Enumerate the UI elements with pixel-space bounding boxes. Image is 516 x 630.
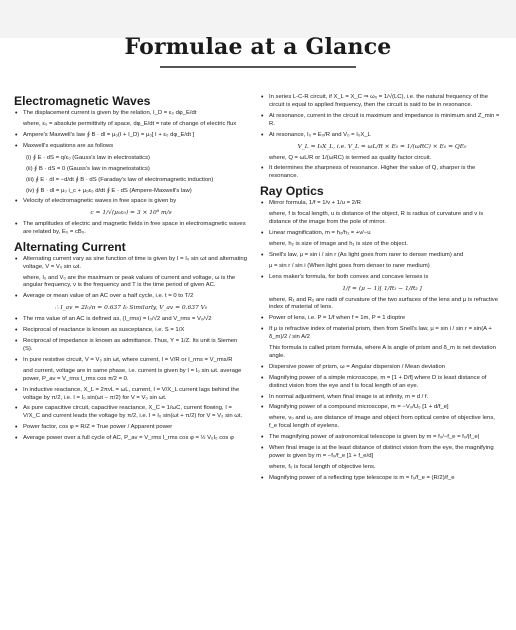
- em-velocity-equation: c = 1/√(μ₀ε₀) = 3 × 10⁸ m/s: [90, 209, 172, 216]
- ac-sine-current: • Alternating current vary as sine function of time is given by I = I₀ sin ωt and alternating voltage, V = V₀ sin ωt.: [14, 256, 248, 272]
- ac-resistive-circuit: • In pure resistive circuit, V = V₀ sin ωt, where current, I = V/R or I_rms = V_rms/R: [14, 357, 248, 365]
- lcr-resonance-current: • At resonance, current in the circuit is maximum and impedance is minimum and Z_min = R.: [260, 113, 504, 129]
- heading-ray-optics: Ray Optics: [260, 184, 324, 199]
- ray-mirror-where: where, f is focal length, u is distance of the object, R is radius of curvature and v is distance of the image from the pole of mirror.: [269, 211, 484, 226]
- ac-average-power: • Average power over a full cycle of AC, P_av = V_rms I_rms cos φ = ½ V₀I₀ cos φ: [14, 435, 248, 443]
- top-margin: [0, 0, 516, 38]
- ray-reflecting-telescope: • Magnifying power of a reflecting type telescope is m = f₀/f_e = (R/2)/f_e: [260, 475, 504, 483]
- em-displacement-where: where, ε₀ = absolute permittivity of space, dφ_E/dt = rate of change of electric flux: [23, 120, 237, 127]
- ac-resistive-phase: and current, voltage are in same phase, i.e. current is given by I = I₀ sin ωt. average power, P_av = V_rms I_rms cos π/2 = 0.: [23, 367, 242, 382]
- em-maxwell-eq-3: (iii) ∮ E · dl = −d/dt ∮ B · dS (Faraday's law of electromagnetic induction): [26, 176, 214, 183]
- ac-inductive-reactance: • In inductive reactance, X_L = 2πνL = ωL, current, I = V/X_L current lags behind the voltage by π/2, i.e. I = I₀ sin(ωt − π/2) for V = V₀ sin ωt.: [14, 387, 248, 403]
- ray-astronomical-telescope: • The magnifying power of astronomical telescope is given by m = f₀/−f_e = f₀/|f_e|: [260, 434, 504, 442]
- em-velocity-intro: • Velocity of electromagnetic waves in free space is given by: [14, 198, 248, 206]
- title-underline: [160, 66, 356, 68]
- ray-compound-microscope: • Magnifying power of a compound microscope, m = −V₀/U₀ [1 + d/f_e]: [260, 404, 504, 412]
- ray-normal-adjustment: • In normal adjustment, when final image is at infinity, m = d / f.: [260, 394, 504, 402]
- em-ampere-maxwell-law: • Ampere's Maxwell's law ∮ B · dl = μ₀(I + I_D) = μ₀[ I + ε₀ dφ_E/dt ]: [14, 132, 248, 140]
- ray-telescope-where: where, f₀ is focal length of objective lens.: [269, 463, 376, 470]
- ac-peak-values: where, I₀ and V₀ are the maximum or peak values of current and voltage, ω is the angular frequency, ν is the frequency and T is the time period of given AC.: [23, 274, 236, 289]
- em-maxwell-eq-4: (iv) ∮ B · dl = μ₀ i_c + μ₀ε₀ d/dt ∮ E · dS (Ampere-Maxwell's law): [26, 187, 192, 194]
- ac-rms-value: • The rms value of an AC is defined as, (I_rms) = I₀/√2 and V_rms = V₀/√2: [14, 316, 248, 324]
- em-maxwell-intro: • Maxwell's equations are as follows: [14, 143, 248, 151]
- lcr-quality-factor: where, Q = ωL/R or 1/(ωRC) is termed as quality factor circuit.: [269, 154, 432, 161]
- ray-snells-law: • Snell's law, μ = sin i / sin r (As light goes from rarer to denser medium) and: [260, 252, 504, 260]
- ray-mirror-formula: • Mirror formula, 1/f = 1/v + 1/u = 2/R: [260, 200, 504, 208]
- em-maxwell-eq-1: (i) ∮ E · dS = q/ε₀ (Gauss's law in electrostatics): [26, 154, 151, 161]
- ac-average-equation: ∴ I_av = 2I₀/π = 0.637 I₀ Similarly, V_av = 0.637 V₀: [54, 305, 208, 312]
- ac-susceptance: • Reciprocal of reactance is known as susceptance, i.e. S = 1/X: [14, 327, 248, 335]
- page-title: Formulae at a Glance: [124, 34, 392, 60]
- ray-compound-where: where, v₀ and u₀ are distance of image and object from optical centre of objective lens, f_e focal length of eyelens.: [269, 415, 495, 430]
- em-amplitude-relation: • The amplitudes of electric and magnetic fields in free space in electromagnetic waves are related by, E₀ = cB₀.: [14, 221, 248, 237]
- ac-capacitive-reactance: • As pure capacitive circuit, capacitive reactance, X_C = 1/ωC, current flowing, I = V/X_C and current leads the voltage by π/2, i.e. I = I₀ sin(ωt + π/2) for V = V₀ sin ωt.: [14, 405, 248, 421]
- heading-alternating-current: Alternating Current: [14, 239, 126, 254]
- ray-simple-microscope: • Magnifying power of a simple microscope, m = [1 + D/f] where D is least distance of distinct vision from the eye and f is focal length of an eye.: [260, 375, 504, 391]
- ray-prism-formula: • If μ is refractive index of material prism, then from Snell's law, μ = sin i / sin r = sin(A + δ_m)/2 / sin A/2: [260, 326, 504, 342]
- lcr-natural-frequency: • In series L-C-R circuit, if X_L = X_C ⇒ ω₀ = 1/√(LC), i.e. the natural frequency of the circuit is equal to applied frequency, then the circuit is said to be in resonance.: [260, 94, 504, 110]
- lcr-resonance-values: • At resonance, I₀ = E₀/R and V₀ = I₀X_L: [260, 132, 504, 140]
- ray-snells-law-denser: μ = sin r / sin i (When light goes from denser to rarer medium): [269, 262, 430, 269]
- lcr-sharpness: • It determines the sharpness of resonance. Higher the value of Q, sharper is the resonance.: [260, 165, 504, 181]
- right-column: [260, 94, 504, 486]
- ray-dispersive-power: • Dispersive power of prism, ω = Angular dispersion / Mean deviation: [260, 364, 504, 372]
- lcr-voltage-equation: V_L = I₀X_L, i.e. V_L = ωL/R × E₀ = 1/(ωRC) × E₀ = QE₀: [297, 143, 467, 150]
- ray-lens-maker-equation: 1/f = (μ − 1)[ 1/R₁ − 1/R₂ ]: [342, 285, 422, 292]
- ray-magnification-where: where, h₂ is size of image and h₁ is size of the object.: [269, 240, 408, 247]
- heading-electromagnetic-waves: Electromagnetic Waves: [14, 94, 151, 108]
- ac-admittance: • Reciprocal of impedance is known as admittance. Thus, Y = 1/Z. Its unit is Siemen (S).: [14, 338, 248, 354]
- ac-average-value: • Average or mean value of an AC over a half cycle, i.e. t = 0 to T/2: [14, 293, 248, 301]
- left-column: [14, 94, 248, 446]
- ac-power-factor: • Power factor, cos φ = R/Z = True power / Apparent power: [14, 424, 248, 432]
- em-maxwell-eq-2: (ii) ∮ B · dS = 0 (Gauss's law in magnetostatics): [26, 165, 150, 172]
- ray-power-of-lens: • Power of lens, i.e. P = 1/f when f = 1m, P = 1 dioptre: [260, 315, 504, 323]
- ray-lens-maker-where: where, R₁ and R₂ are radii of curvature of the two surfaces of the lens and μ is refractive index of material of lens.: [269, 296, 499, 311]
- ray-linear-magnification: • Linear magnification, m = h₂/h₁ = +v/−u: [260, 230, 504, 238]
- title-area: [0, 34, 516, 60]
- ray-lens-maker-intro: • Lens maker's formula, for both convex and concave lenses is: [260, 274, 504, 282]
- ray-prism-where: This formula is called prism formula, where A is angle of prism and δ_m is net deviation angle.: [269, 345, 496, 359]
- ray-telescope-least-distance: • When final image is at the least distance of distinct vision from the eye, the magnifying power is given by m = −f₀/f_e [1 + f_e/d]: [260, 445, 504, 461]
- em-displacement-current: • The displacement current is given by the relation, I_D = ε₀ dφ_E/dt: [14, 110, 248, 118]
